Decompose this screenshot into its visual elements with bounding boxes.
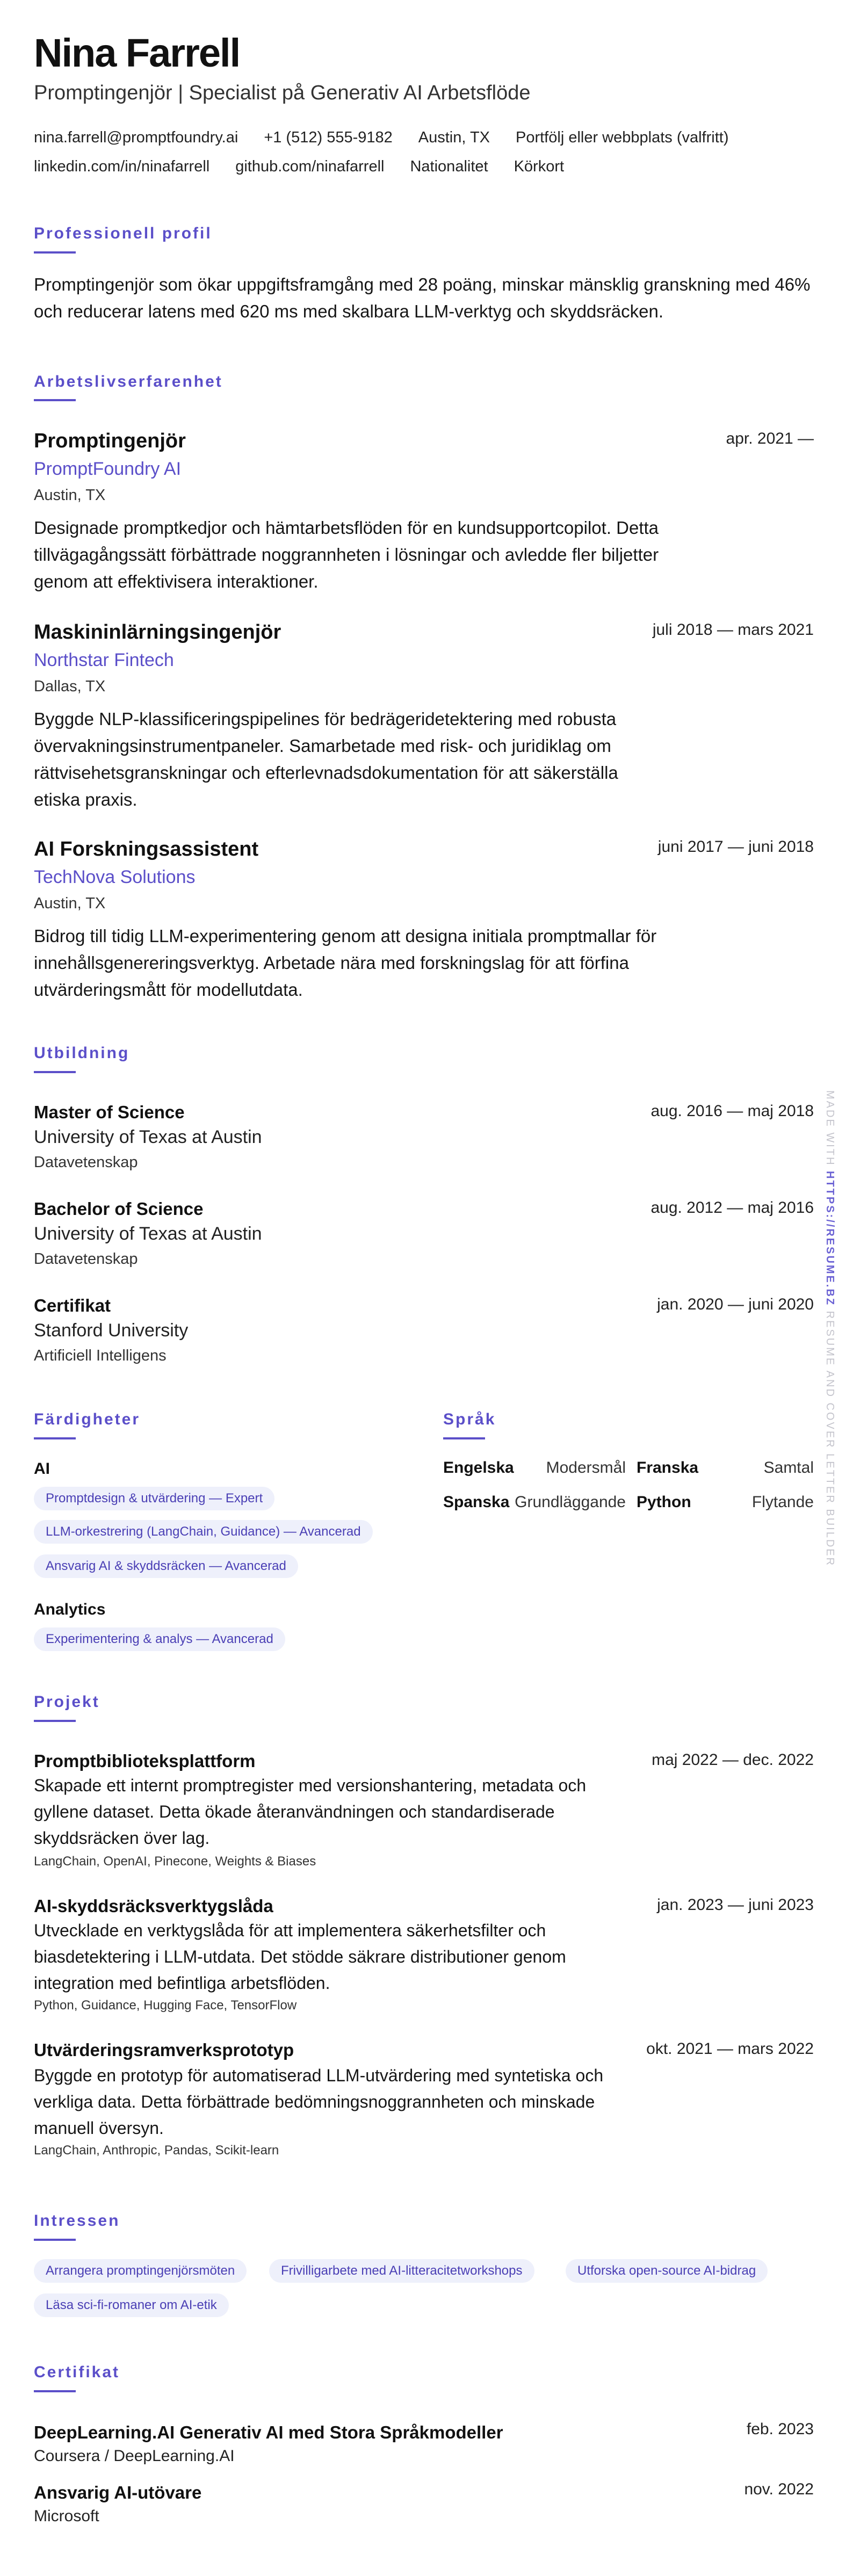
skill-chip: LLM-orkestrering (LangChain, Guidance) — Avancerad bbox=[34, 1520, 373, 1544]
education-dates: jan. 2020 — juni 2020 bbox=[657, 1296, 814, 1313]
job-description: Designade promptkedjor och hämtarbetsflöden för en kundsupportcopilot. Detta tillvägagångssätt förbättrade noggrannheten i lösningar och avledde fler biljetter genom att effektivisera interaktioner. bbox=[34, 518, 659, 591]
job-title: Maskininlärningsingenjör bbox=[34, 621, 281, 643]
section-rule bbox=[34, 1437, 76, 1439]
section-rule bbox=[34, 2239, 76, 2241]
section-rule bbox=[34, 399, 76, 401]
section-rule bbox=[34, 1071, 76, 1073]
job-location: Dallas, TX bbox=[34, 678, 106, 695]
section-rule bbox=[34, 2390, 76, 2392]
language-name: Spanska bbox=[443, 1493, 510, 1511]
skill-group-name: Analytics bbox=[34, 1601, 106, 1618]
job-title: AI Forskningsassistent bbox=[34, 838, 259, 860]
certificate-issuer: Microsoft bbox=[34, 2507, 99, 2525]
section-title-education: Utbildning bbox=[34, 1044, 130, 1062]
education-degree: Certifikat bbox=[34, 1296, 111, 1315]
job-dates: juli 2018 — mars 2021 bbox=[652, 621, 814, 639]
project-dates: maj 2022 — dec. 2022 bbox=[652, 1751, 814, 1769]
education-field: Datavetenskap bbox=[34, 1154, 138, 1171]
section-title-projects: Projekt bbox=[34, 1693, 100, 1711]
job-dates: apr. 2021 — bbox=[726, 430, 814, 447]
job-description: Bidrog till tidig LLM-experimentering genom att designa initiala promptmallar för innehållsgenereringsverktyg. Arbetade nära med forskningslag för att förfina utvärderingsmått för modellutdata. bbox=[34, 926, 657, 1000]
project-dates: okt. 2021 — mars 2022 bbox=[646, 2040, 814, 2058]
language-level: Flytande bbox=[751, 1493, 814, 1511]
project-description: Skapade ett internt promptregister med versionshantering, metadata och gyllene dataset. Detta ökade återanvändningen och standardiserade skyddsräcken över lag. bbox=[34, 1776, 587, 1848]
candidate-headline: Promptingenjör | Specialist på Generativ AI Arbetsflöde bbox=[34, 82, 531, 104]
education-field: Artificiell Intelligens bbox=[34, 1347, 167, 1364]
interest-chip: Arrangera promptingenjörsmöten bbox=[34, 2259, 247, 2283]
profile-summary: Promptingenjör som ökar uppgiftsframgång med 28 poäng, minskar mänsklig granskning med 46% och reducerar latens med 620 ms med skalbara LLM-verktyg och skyddsräcken. bbox=[34, 274, 811, 321]
project-name: Utvärderingsramverksprototyp bbox=[34, 2040, 294, 2060]
certificate-issuer: Coursera / DeepLearning.AI bbox=[34, 2447, 235, 2465]
section-title-certificates: Certifikat bbox=[34, 2363, 120, 2381]
interest-chip: Utforska open-source AI-bidrag bbox=[566, 2259, 768, 2283]
interest-chip: Läsa sci-fi-romaner om AI-etik bbox=[34, 2293, 229, 2317]
project-description: Byggde en prototyp för automatiserad LLM-utvärdering med syntetiska och verkliga data. Detta förbättrade bedömningsnoggrannheten och minskade manuell översyn. bbox=[34, 2066, 604, 2138]
skill-chip: Ansvarig AI & skyddsräcken — Avancerad bbox=[34, 1554, 298, 1578]
contact-github[interactable]: github.com/ninafarrell bbox=[235, 158, 385, 175]
contact-location: Austin, TX bbox=[418, 129, 490, 146]
watermark-link[interactable]: HTTPS://RESUME.BZ bbox=[824, 1171, 836, 1307]
education-dates: aug. 2016 — maj 2018 bbox=[650, 1102, 814, 1120]
project-name: Promptbiblioteksplattform bbox=[34, 1751, 256, 1771]
section-rule bbox=[443, 1437, 485, 1439]
builder-watermark bbox=[823, 1090, 836, 1567]
certificate-name: DeepLearning.AI Generativ AI med Stora Språkmodeller bbox=[34, 2422, 503, 2442]
language-level: Grundläggande bbox=[515, 1493, 626, 1511]
certificate-date: nov. 2022 bbox=[744, 2480, 814, 2498]
section-title-profile: Professionell profil bbox=[34, 225, 212, 242]
contact-license: Körkort bbox=[514, 158, 565, 175]
job-description: Byggde NLP-klassificeringspipelines för bedrägeridetektering med robusta övervakningsinstrumentpaneler. Samarbetade med risk- och juridiklag om rättvisehetsgranskningar och efterlevnadsdokumentation för att säkerställa etiska praxis. bbox=[34, 709, 618, 809]
job-company[interactable]: PromptFoundry AI bbox=[34, 459, 182, 479]
contact-row-1 bbox=[34, 129, 728, 147]
skill-group-name: AI bbox=[34, 1460, 50, 1478]
language-level: Samtal bbox=[763, 1459, 814, 1477]
section-title-experience: Arbetslivserfarenhet bbox=[34, 373, 223, 390]
education-school: Stanford University bbox=[34, 1320, 189, 1341]
contact-row-2 bbox=[34, 158, 564, 176]
contact-linkedin[interactable]: linkedin.com/in/ninafarrell bbox=[34, 158, 210, 175]
contact-email[interactable]: nina.farrell@promptfoundry.ai bbox=[34, 129, 238, 146]
language-name: Franska bbox=[637, 1459, 699, 1477]
language-name: Engelska bbox=[443, 1459, 514, 1477]
project-tools: Python, Guidance, Hugging Face, TensorFlow bbox=[34, 1998, 297, 2013]
candidate-name: Nina Farrell bbox=[34, 31, 240, 75]
project-tools: LangChain, Anthropic, Pandas, Scikit-learn bbox=[34, 2143, 279, 2158]
education-degree: Master of Science bbox=[34, 1102, 185, 1122]
education-school: University of Texas at Austin bbox=[34, 1224, 262, 1244]
job-location: Austin, TX bbox=[34, 895, 106, 912]
education-degree: Bachelor of Science bbox=[34, 1199, 204, 1219]
contact-phone[interactable]: +1 (512) 555-9182 bbox=[264, 129, 393, 146]
job-dates: juni 2017 — juni 2018 bbox=[657, 838, 814, 856]
section-rule bbox=[34, 1720, 76, 1722]
project-tools: LangChain, OpenAI, Pinecone, Weights & Biases bbox=[34, 1854, 316, 1869]
watermark-prefix: MADE WITH bbox=[824, 1090, 836, 1171]
job-company[interactable]: TechNova Solutions bbox=[34, 867, 196, 887]
project-dates: jan. 2023 — juni 2023 bbox=[657, 1896, 814, 1914]
project-description: Utvecklade en verktygslåda för att implementera säkerhetsfilter och biasdetektering i LLM-utdata. Det stödde säkrare distributioner genom integration med befintliga arbetsflöden. bbox=[34, 1921, 566, 1993]
interest-chip: Frivilligarbete med AI-litteracitetworkshops bbox=[269, 2259, 534, 2283]
section-title-skills: Färdigheter bbox=[34, 1410, 141, 1428]
education-field: Datavetenskap bbox=[34, 1250, 138, 1268]
language-name: Python bbox=[637, 1493, 691, 1511]
section-rule bbox=[34, 251, 76, 254]
contact-portfolio: Portfölj eller webbplats (valfritt) bbox=[516, 129, 729, 146]
section-title-languages: Språk bbox=[443, 1410, 496, 1428]
watermark-suffix: RESUME AND COVER LETTER BUILDER bbox=[824, 1306, 836, 1567]
contact-nationality: Nationalitet bbox=[410, 158, 488, 175]
job-title: Promptingenjör bbox=[34, 430, 186, 452]
certificate-name: Ansvarig AI-utövare bbox=[34, 2483, 202, 2502]
skill-chip: Experimentering & analys — Avancerad bbox=[34, 1627, 285, 1651]
language-level: Modersmål bbox=[546, 1459, 626, 1477]
education-dates: aug. 2012 — maj 2016 bbox=[650, 1199, 814, 1217]
skill-chip: Promptdesign & utvärdering — Expert bbox=[34, 1487, 274, 1510]
education-school: University of Texas at Austin bbox=[34, 1127, 262, 1147]
job-location: Austin, TX bbox=[34, 487, 106, 504]
project-name: AI-skyddsräcksverktygslåda bbox=[34, 1896, 273, 1916]
section-title-interests: Intressen bbox=[34, 2212, 120, 2230]
certificate-date: feb. 2023 bbox=[746, 2420, 814, 2438]
job-company[interactable]: Northstar Fintech bbox=[34, 650, 174, 670]
